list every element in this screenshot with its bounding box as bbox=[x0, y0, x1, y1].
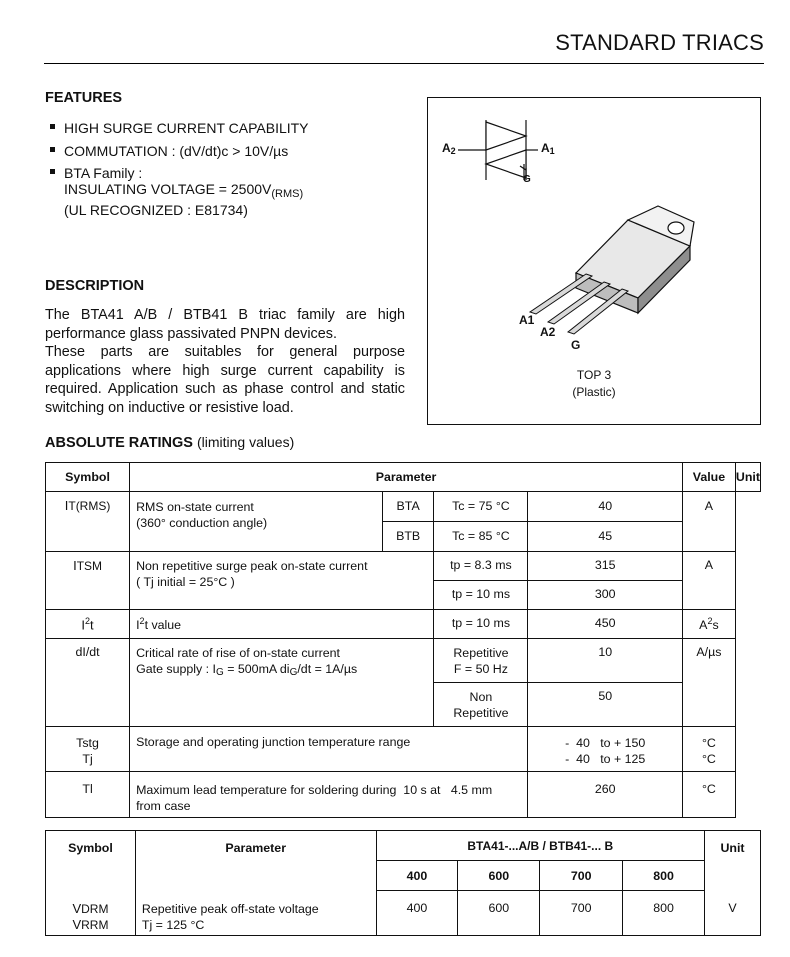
description-paragraph: These parts are suitables for general purpose applications where high surge current capability is required. Application such as phase control and static switching on inductive or resistive load. bbox=[45, 344, 405, 416]
pin-label-a2: A2 bbox=[540, 325, 556, 339]
top3-package-icon bbox=[530, 206, 694, 334]
description-body bbox=[45, 306, 405, 417]
feature-text: COMMUTATION : (dV/dt)c > 10V/µs bbox=[64, 143, 289, 159]
triac-symbol-icon bbox=[458, 120, 538, 180]
symbol-cell: $I^2t$ bbox=[46, 610, 130, 639]
grade-header: 600 bbox=[458, 861, 540, 891]
unit-cell: A/µs bbox=[682, 639, 735, 727]
table-row bbox=[46, 727, 761, 772]
header-parameter: Parameter bbox=[135, 831, 376, 891]
value-cell: 700 bbox=[540, 891, 623, 936]
value-cell: 400 bbox=[376, 891, 458, 936]
pin-label-a1: A1 bbox=[519, 313, 535, 327]
value-cell: 300 bbox=[528, 581, 682, 610]
device-cell: BTB bbox=[382, 522, 433, 552]
feature-text bbox=[64, 165, 303, 218]
pin-label-g: G bbox=[571, 338, 581, 352]
parameter-cell: RMS on-state current (360° conduction angle) bbox=[130, 492, 383, 552]
page-title: STANDARD TRIACS bbox=[555, 30, 764, 55]
table-row bbox=[46, 891, 761, 936]
parameter-cell: Critical rate of rise of on-state current Gate supply : IG = 500mA diG/dt = 1A/µs bbox=[130, 639, 434, 727]
absolute-ratings-title: ABSOLUTE RATINGS bbox=[45, 435, 193, 451]
header-symbol: Symbol bbox=[46, 463, 130, 492]
parameter-cell: Non repetitive surge peak on-state current ( Tj initial = 25°C ) bbox=[130, 552, 434, 610]
bullet-icon bbox=[50, 124, 55, 129]
header-unit: Unit bbox=[735, 463, 760, 492]
value-cell: 45 bbox=[528, 522, 682, 552]
unit-cell: A bbox=[682, 552, 735, 610]
feature-line: BTA Family : bbox=[64, 165, 143, 181]
table-row bbox=[46, 772, 761, 818]
condition-cell: Repetitive F = 50 Hz bbox=[434, 639, 528, 683]
value-cell: 450 bbox=[528, 610, 682, 639]
symbol-label-a2: A2 bbox=[442, 141, 456, 156]
package-box bbox=[427, 97, 761, 425]
condition-cell: tp = 10 ms bbox=[434, 610, 528, 639]
package-material: (Plastic) bbox=[572, 385, 616, 399]
header-unit: Unit bbox=[705, 831, 761, 891]
unit-cell: °C bbox=[682, 772, 735, 818]
title-rule bbox=[44, 63, 764, 64]
feature-line: INSULATING VOLTAGE = 2500V bbox=[64, 181, 272, 197]
feature-sub: (RMS) bbox=[271, 188, 304, 200]
condition-cell: tp = 10 ms bbox=[434, 581, 528, 610]
header-group: BTA41-...A/B / BTB41-... B bbox=[376, 831, 705, 861]
value-cell: 800 bbox=[623, 891, 705, 936]
bullet-icon bbox=[50, 169, 55, 174]
value-cell: 600 bbox=[458, 891, 540, 936]
symbol-cell: ITSM bbox=[46, 552, 130, 610]
symbol-cell: dI/dt bbox=[46, 639, 130, 727]
symbol-cell: Tstg Tj bbox=[46, 727, 130, 772]
condition-cell: Tc = 85 °C bbox=[434, 522, 528, 552]
absolute-ratings-table bbox=[45, 462, 761, 818]
symbol-label-g: G bbox=[523, 174, 531, 185]
header-parameter: Parameter bbox=[130, 463, 683, 492]
value-cell: 40 bbox=[528, 492, 682, 522]
table-header-row bbox=[46, 463, 761, 492]
value-cell: 50 bbox=[528, 683, 682, 727]
grade-header: 700 bbox=[540, 861, 623, 891]
table-row bbox=[46, 610, 761, 639]
symbol-label-a1: A1 bbox=[541, 141, 555, 156]
symbol-cell: IT(RMS) bbox=[46, 492, 130, 552]
condition-cell: Non Repetitive bbox=[434, 683, 528, 727]
absolute-ratings-heading bbox=[45, 434, 294, 451]
table-row bbox=[46, 492, 761, 522]
table-row bbox=[46, 552, 761, 581]
value-cell: 260 bbox=[528, 772, 682, 818]
symbol-cell: Tl bbox=[46, 772, 130, 818]
feature-line: (UL RECOGNIZED : E81734) bbox=[64, 202, 248, 218]
header-symbol: Symbol bbox=[46, 831, 136, 891]
symbol-cell: VDRM VRRM bbox=[46, 891, 136, 936]
voltage-ratings-table bbox=[45, 830, 761, 936]
value-cell: - 40 to + 150 - 40 to + 125 bbox=[528, 727, 682, 772]
unit-cell: °C °C bbox=[682, 727, 735, 772]
description-heading: DESCRIPTION bbox=[45, 278, 145, 294]
value-cell: 10 bbox=[528, 639, 682, 683]
parameter-cell: Repetitive peak off-state voltage Tj = 125 °C bbox=[135, 891, 376, 936]
unit-cell: $A^2s$ bbox=[682, 610, 735, 639]
feature-text: HIGH SURGE CURRENT CAPABILITY bbox=[64, 120, 309, 136]
condition-cell: Tc = 75 °C bbox=[434, 492, 528, 522]
parameter-cell: Maximum lead temperature for soldering during 10 s at 4.5 mm from case bbox=[130, 772, 528, 818]
unit-cell: A bbox=[682, 492, 735, 552]
table-header-row bbox=[46, 831, 761, 861]
bullet-icon bbox=[50, 147, 55, 152]
unit-cell: V bbox=[705, 891, 761, 936]
absolute-ratings-note: (limiting values) bbox=[196, 434, 295, 450]
grade-header: 400 bbox=[376, 861, 458, 891]
condition-cell: tp = 8.3 ms bbox=[434, 552, 528, 581]
parameter-cell: Storage and operating junction temperature range bbox=[130, 727, 528, 772]
package-name: TOP 3 bbox=[576, 368, 612, 382]
parameter-cell: $I^2t$ value bbox=[130, 610, 434, 639]
description-paragraph: The BTA41 A/B / BTB41 B triac family are high performance glass passivated PNPN devices. bbox=[45, 307, 405, 342]
header-value: Value bbox=[682, 463, 735, 492]
table-row bbox=[46, 639, 761, 683]
value-cell: 315 bbox=[528, 552, 682, 581]
features-heading: FEATURES bbox=[45, 90, 123, 106]
grade-header: 800 bbox=[623, 861, 705, 891]
device-cell: BTA bbox=[382, 492, 433, 522]
